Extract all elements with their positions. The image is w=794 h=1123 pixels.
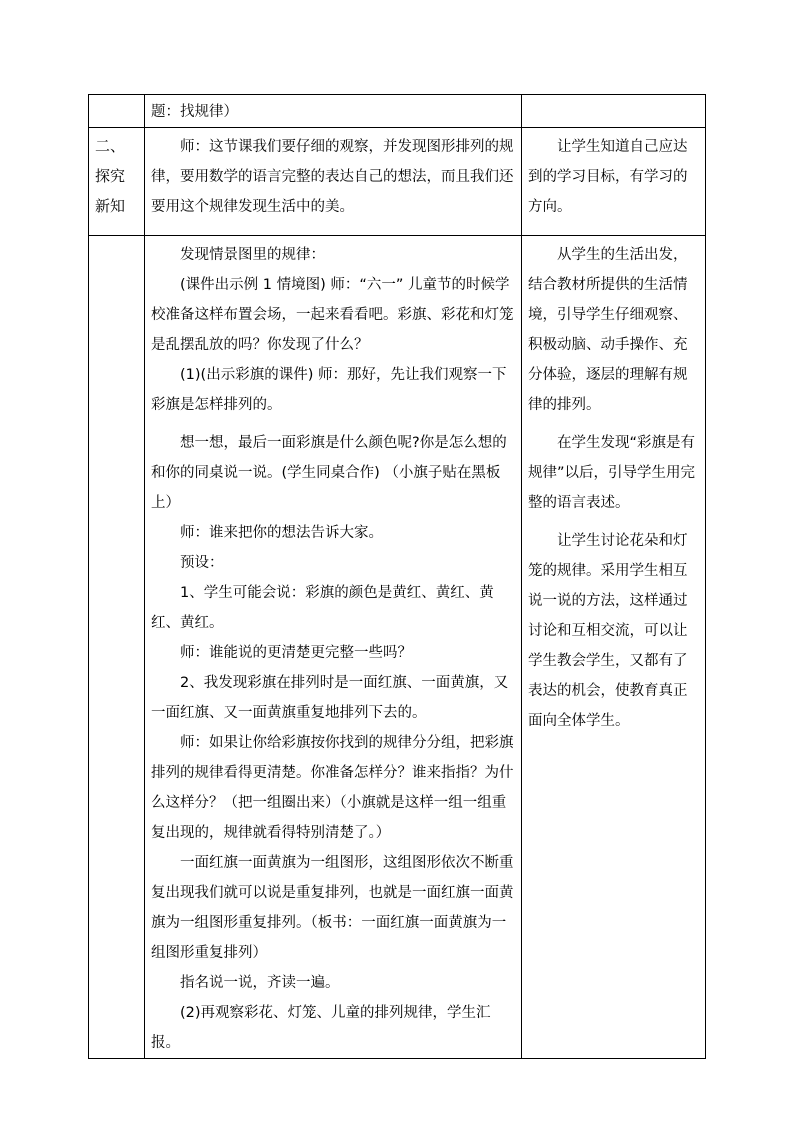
table-row	[89, 236, 706, 1059]
content-paragraph: (2)再观察彩花、灯笼、儿童的排列规律，学生汇报。	[151, 1005, 491, 1051]
purpose-cell	[522, 128, 706, 236]
content-paragraph: 指名说一说，齐读一遍。	[180, 975, 340, 991]
content-text: 师：这节课我们要仔细的观察，并发现图形排列的规律，要用数学的语言完整的表达自己的想法，而且我们还要用这个规律发现生活中的美。	[151, 139, 514, 215]
stage-cell	[89, 128, 145, 236]
stage-label: 探究	[95, 167, 126, 185]
content-paragraph: (1)(出示彩旗的课件) 师：那好，先让我们观察一下彩旗是怎样排列的。	[151, 367, 507, 413]
content-paragraph: 师：谁来把你的想法告诉大家。	[180, 525, 383, 541]
stage-label: 新知	[95, 197, 126, 215]
purpose-paragraph: 让学生讨论花朵和灯笼的规律。采用学生相互说一说的方法，这样通过讨论和互相交流，可以让学生教会学生，又都有了表达的机会，使教育真正面向全体学生。	[528, 533, 688, 729]
purpose-cell	[522, 236, 706, 1059]
content-cell	[145, 95, 522, 128]
stage-cell	[89, 95, 145, 128]
content-paragraph: 发现情景图里的规律：	[180, 247, 325, 263]
purpose-paragraph: 从学生的生活出发，结合教材所提供的生活情境，引导学生仔细观察、积极动脑、动手操作、充分体验，逐层的理解有规律的排列。	[528, 247, 688, 413]
table-row	[89, 95, 706, 128]
content-cell	[145, 128, 522, 236]
content-paragraph: 1、学生可能会说：彩旗的颜色是黄红、黄红、黄红、黄红。	[151, 585, 494, 631]
content-cell	[145, 236, 522, 1059]
content-paragraph: (课件出示例 1 情境图) 师：“六一” 儿童节的时候学校准备这样布置会场，一起来看看吧。彩旗、彩花和灯笼是乱摆乱放的吗？你发现了什么？	[151, 277, 514, 353]
table-row	[89, 128, 706, 236]
content-paragraph: 预设：	[180, 555, 224, 571]
purpose-text: 让学生知道自己应达到的学习目标，有学习的方向。	[528, 139, 688, 215]
purpose-cell	[522, 95, 706, 128]
content-paragraph: 师：谁能说的更清楚更完整一些吗？	[180, 645, 412, 661]
lesson-plan-table	[88, 94, 706, 1059]
content-paragraph: 一面红旗一面黄旗为一组图形，这组图形依次不断重复出现我们就可以说是重复排列，也就是一面红旗一面黄旗为一组图形重复排列。（板书：一面红旗一面黄旗为一组图形重复排列）	[151, 855, 514, 961]
content-text: 题：找规律）	[151, 104, 238, 120]
content-paragraph: 想一想，最后一面彩旗是什么颜色呢?你是怎么想的和你的同桌说一说。(学生同桌合作) （小旗子贴在黑板上）	[151, 435, 507, 511]
content-paragraph: 2、我发现彩旗在排列时是一面红旗、一面黄旗，又一面红旗、又一面黄旗重复地排列下去的。	[151, 675, 509, 721]
purpose-paragraph: 在学生发现“彩旗是有规律”以后，引导学生用完整的语言表述。	[528, 435, 696, 511]
stage-label: 二、	[95, 137, 126, 155]
stage-cell	[89, 236, 145, 1059]
content-paragraph: 师：如果让你给彩旗按你找到的规律分分组，把彩旗排列的规律看得更清楚。你准备怎样分？谁来指指？为什么这样分？（把一组圈出来）（小旗就是这样一组一组重复出现的，规律就看得特别清楚了。）	[151, 735, 514, 841]
